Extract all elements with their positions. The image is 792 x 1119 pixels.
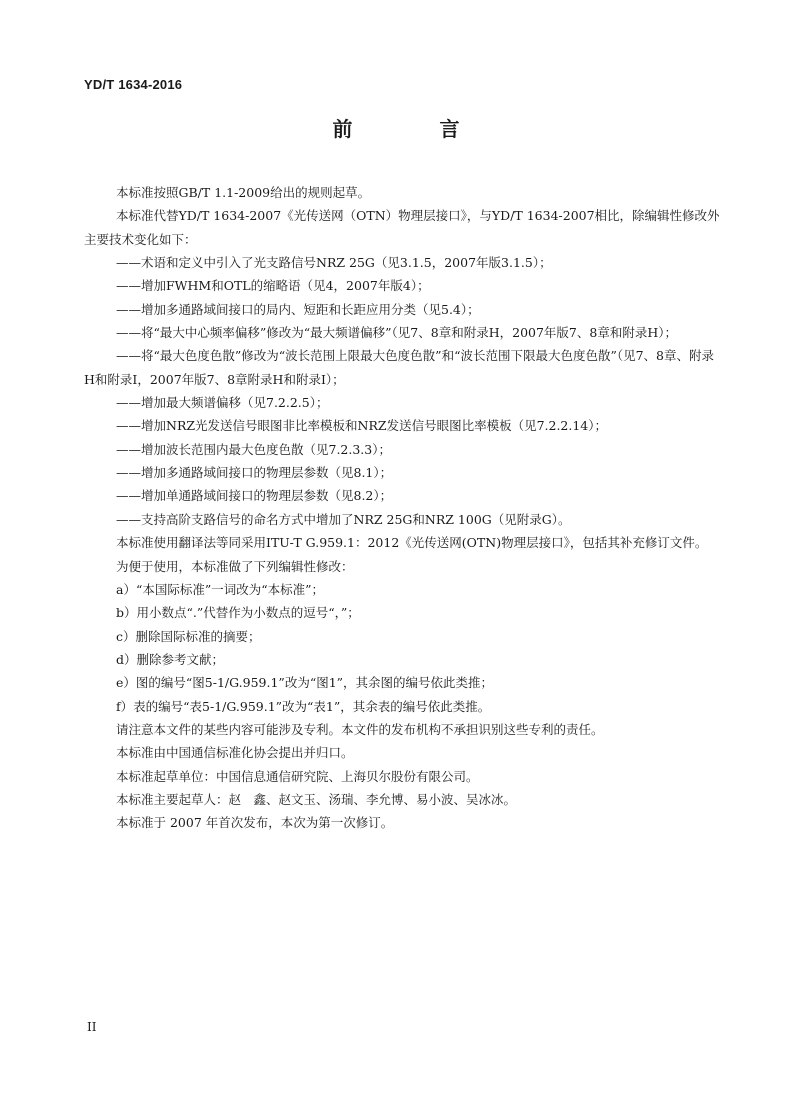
change-item: ——将“最大中心频率偏移”修改为“最大频谱偏移”（见7、8章和附录H，2007年版7、8章和附录H）；: [116, 325, 677, 341]
editorial-item: e）图的编号“图5-1/G.959.1”改为“图1”，其余图的编号依此类推；: [116, 675, 494, 691]
change-item: ——将“最大色度色散”修改为“波长范围上限最大色度色散”和“波长范围下限最大色度色散”（见7、8章、附录H和附录I，2007年版7、8章附录H和附录I）；: [84, 348, 714, 387]
page-number: II: [87, 1020, 97, 1034]
paragraph-editorial-intro: 为便于使用，本标准做了下列编辑性修改：: [116, 558, 354, 574]
paragraph-translation: 本标准使用翻译法等同采用ITU-T G.959.1：2012《光传送网(OTN)物理层接口》，包括其补充修订文件。: [116, 535, 708, 551]
paragraph-drafters: 本标准主要起草人：赵 鑫、赵文玉、汤瑞、李允博、易小波、吴冰冰。: [116, 791, 517, 807]
paragraph-drafting-units: 本标准起草单位：中国信息通信研究院、上海贝尔股份有限公司。: [116, 768, 479, 784]
change-item: ——增加多通路域间接口的局内、短距和长距应用分类（见5.4）；: [116, 301, 480, 317]
paragraph-replaces: 本标准代替YD/T 1634-2007《光传送网（OTN）物理层接口》，与YD/T 1634-2007相比，除编辑性修改外主要技术变化如下：: [84, 208, 720, 247]
standard-code: YD/T 1634-2016: [84, 77, 183, 92]
editorial-item: c）删除国际标准的摘要；: [116, 628, 261, 644]
change-item: ——增加最大频谱偏移（见7.2.2.5）；: [116, 395, 329, 411]
change-item: ——增加NRZ光发送信号眼图非比率模板和NRZ发送信号眼图比率模板（见7.2.2.14）；: [116, 418, 608, 434]
preface-body: [84, 181, 724, 835]
editorial-item: f）表的编号“表5-1/G.959.1”改为“表1”，其余表的编号依此类推。: [116, 698, 491, 714]
change-item: ——增加FWHM和OTL的缩略语（见4，2007年版4）；: [116, 278, 430, 294]
change-item: ——支持高阶支路信号的命名方式中增加了NRZ 25G和NRZ 100G（见附录G）。: [116, 511, 571, 527]
editorial-item: d）删除参考文献；: [116, 651, 225, 667]
change-item: ——增加单通路域间接口的物理层参数（见8.2）；: [116, 488, 393, 504]
paragraph-patent-notice: 请注意本文件的某些内容可能涉及专利。本文件的发布机构不承担识别这些专利的责任。: [116, 721, 604, 737]
change-item: ——增加波长范围内最大色度色散（见7.2.3.3）；: [116, 441, 391, 457]
paragraph-history: 本标准于 2007 年首次发布，本次为第一次修订。: [116, 815, 394, 831]
paragraph-drafting-rules: 本标准按照GB/T 1.1-2009给出的规则起草。: [116, 185, 371, 200]
editorial-item: a）“本国际标准”一词改为“本标准”；: [116, 581, 325, 597]
editorial-item: b）用小数点“.”代替作为小数点的逗号“，”；: [116, 605, 360, 621]
change-item: ——增加多通路域间接口的物理层参数（见8.1）；: [116, 465, 393, 481]
page-title: 前 言: [332, 117, 500, 141]
change-item: ——术语和定义中引入了光支路信号NRZ 25G（见3.1.5，2007年版3.1.5）；: [116, 255, 552, 271]
paragraph-proposer: 本标准由中国通信标准化协会提出并归口。: [116, 745, 354, 761]
